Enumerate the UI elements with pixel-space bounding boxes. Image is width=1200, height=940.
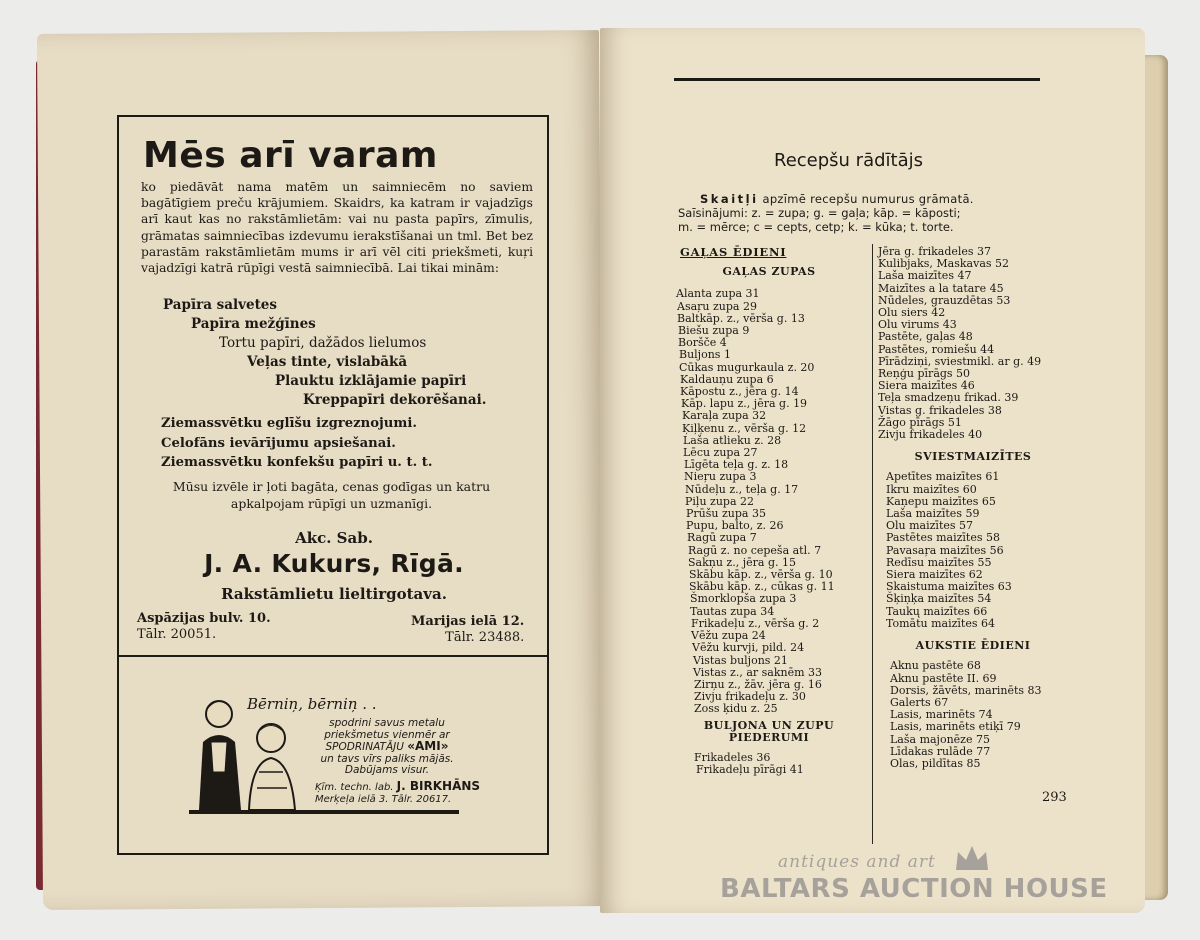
index-entry: Vēžu zupa 24: [691, 629, 766, 643]
index-entry: Laša maizītes 59: [886, 507, 980, 521]
mini-ad-ground-line: [189, 810, 459, 814]
index-entry: Reņģu pīrāgs 50: [878, 367, 971, 381]
address-left: [137, 611, 271, 643]
index-entry: Šmorklopša zupa 3: [690, 592, 797, 606]
mini-ad-company-address: Merķeļa ielā 3. Tālr. 20617.: [315, 794, 452, 805]
index-entry: Redīsu maizītes 55: [886, 555, 992, 569]
index-entry: Ķiļķenu z., vērša g. 12: [682, 421, 807, 435]
index-entry: Pastētes maizītes 58: [886, 531, 1001, 545]
ad-item: Tortu papīri, dažādos lielumos: [219, 335, 427, 351]
index-entry: Tomātu maizītes 64: [886, 616, 995, 630]
index-entry: Skaistuma maizītes 63: [886, 580, 1012, 594]
index-entry: Kāpostu z., jēra g. 14: [680, 385, 799, 399]
index-entry: Biešu zupa 9: [678, 324, 750, 338]
index-entry: Vēžu kurvji, pild. 24: [692, 641, 805, 655]
index-entry: Asaŗu zupa 29: [677, 299, 757, 313]
ad-intro: ko piedāvāt nama matēm un saimniecēm no saviem bagātīgiem preču krājumiem. Skaidrs, ka katram ir vajadzīgs arī kaut kas no rakstāmlietām: vai nu pasta papīrs, zīmulis, grāmatas saimniecības izdevumu ierakstīšanai un tml. Bet bez parastām rakstāmlietām mums ir arī vēl citi priekšmeti, kuŗi vajadzīgi katrā rūpīgi vestā saimniecībā. Lai tikai minām:: [141, 180, 533, 276]
index-entry: Kaldauņu zupa 6: [680, 372, 774, 386]
index-entry: Līgēta teļa g. z. 18: [684, 458, 789, 472]
index-entry: Taukų maizītes 66: [886, 604, 988, 618]
index-entry: Karaļa zupa 32: [682, 409, 767, 423]
cold-dish-list: [878, 660, 1068, 770]
index-entry: Pupu, balto, z. 26: [686, 519, 784, 533]
index-entry: Laša maizītes 47: [878, 269, 972, 283]
mini-ad-company-name: J. BIRKHĀNS: [396, 779, 481, 793]
legend-text: apzīmē recepšu numurus grāmatā.: [762, 192, 974, 206]
address-street: Aspāzijas bulv. 10.: [137, 611, 271, 626]
legend-abbreviations: Saīsinājumi: z. = zupa; g. = gaļa; kāp. = kāposti;: [678, 206, 961, 220]
index-column-left: [676, 246, 862, 776]
section-heading: SVIESTMAIZĪTES: [914, 450, 1032, 464]
ad-item: Papīra salvetes: [163, 297, 277, 313]
index-column-right: [878, 246, 1068, 770]
index-entry: Pīrādziņi, sviestmikl. ar g. 49: [878, 354, 1042, 368]
index-entry: Frikadeļu pīrāgi 41: [696, 763, 804, 777]
legend-keyword: Skaitļi: [700, 192, 759, 206]
watermark-tagline: antiques and art: [778, 852, 936, 872]
index-entry: Laša majonēze 75: [890, 732, 990, 746]
index-entry: Vistas buljons 21: [693, 653, 788, 667]
mini-ad-line: spodrini savus metalu: [329, 717, 445, 729]
ad-item: Ziemassvētku eglīšu izgreznojumi.: [161, 416, 417, 431]
index-entry: Žāgo pīrāgs 51: [878, 415, 962, 429]
index-entry: Frikadeles 36: [694, 750, 771, 764]
index-entry: Ikru maizītes 60: [886, 482, 977, 496]
index-entry: Zivju frikadeles 40: [878, 428, 983, 442]
column-divider: [872, 244, 873, 844]
ad-company-name: J. A. Kukurs, Rīgā.: [204, 549, 464, 578]
index-entry: Aknu pastēte 68: [890, 659, 981, 673]
index-entry: Nieŗu zupa 3: [684, 470, 757, 484]
index-entry: Olu maizītes 57: [886, 519, 974, 533]
index-entry: Buljons 1: [679, 348, 731, 362]
index-entry: Aknu pastēte II. 69: [890, 671, 997, 685]
advertisement: [117, 115, 549, 855]
index-entry: Zoss ķidu z. 25: [694, 702, 778, 716]
ad-item: Celofāns ievārījumu apsiešanai.: [161, 435, 396, 451]
ad-divider: [119, 655, 547, 657]
index-title: Recepšu rādītājs: [774, 150, 924, 171]
index-entry: Zivju frikadeļu z. 30: [694, 690, 806, 704]
index-entry: Lasis, marinēts 74: [890, 708, 993, 722]
index-entry: Teļa smadzeņu frikad. 39: [878, 391, 1019, 405]
index-entry: Lasis, marinēts etiķī 79: [890, 720, 1021, 734]
index-entry: Ragū z. no cepeša atl. 7: [688, 543, 822, 557]
ad-title: Mēs arī varam: [143, 135, 438, 176]
ad-item: Kreppapīri dekorēšanai.: [303, 392, 487, 408]
index-entry: Galerts 67: [890, 695, 949, 709]
top-rule: [674, 78, 1040, 81]
mini-ad-company-prefix: Ķīm. techn. lab.: [315, 782, 394, 793]
section-heading: PIEDERUMI: [728, 730, 810, 744]
mini-ad-company: [315, 780, 480, 806]
meat-dish-list: [878, 246, 1068, 441]
index-entry: Boršče 4: [678, 336, 727, 350]
index-entry: Tautas zupa 34: [690, 604, 775, 618]
address-phone: Tālr. 23488.: [445, 630, 525, 645]
index-entry: Skābu kāp. z., cūkas g. 11: [689, 580, 835, 594]
index-entry: Olas, pildītas 85: [890, 756, 981, 770]
mini-ad-text: [317, 718, 457, 777]
mini-ad-line: priekšmetus vienmēr ar: [324, 728, 450, 741]
broth-list: [676, 752, 862, 776]
address-right: [411, 614, 524, 646]
index-entry: Līdakas rulāde 77: [890, 744, 991, 758]
ad-item: Ziemassvētku konfekšu papīri u. t. t.: [161, 455, 433, 470]
index-entry: Pavasaŗa maizītes 56: [886, 543, 1004, 557]
mini-ad-line: Dabūjams visur.: [344, 764, 430, 776]
address-street: Marijas ielā 12.: [411, 614, 525, 629]
index-entry: Olu siers 42: [878, 306, 946, 320]
ad-company-subtitle: Rakstāmlietu lieltirgotava.: [221, 585, 447, 603]
index-entry: Zirņu z., žāv. jēra g. 16: [694, 677, 822, 691]
index-entry: Cūkas mugurkaula z. 20: [679, 360, 815, 374]
watermark-title: BALTARS AUCTION HOUSE: [720, 874, 1108, 904]
legend-abbreviations-cont: m. = mērce; c = cepts, cetp; k. = kūka; t. torte.: [678, 220, 954, 234]
mini-ad-brand: «AMI»: [407, 739, 449, 753]
sandwich-list: [878, 471, 1068, 630]
index-entry: Baltkāp. z., vērša g. 13: [677, 311, 805, 325]
main-section-heading: GAĻAS ĒDIENI: [680, 245, 787, 259]
ad-company-prefix: Akc. Sab.: [295, 529, 373, 547]
index-entry: Vistas z., ar saknēm 33: [693, 665, 823, 679]
section-heading: AUKSTIE ĒDIENI: [915, 639, 1031, 653]
mini-ad-brand-prefix: SPODRINATĀJU: [325, 741, 404, 753]
index-entry: Sakņu z., jēra g. 15: [688, 555, 796, 569]
index-entry: Šķiņķa maizītes 54: [886, 592, 992, 606]
index-entry: Kāp. lapu z., jēra g. 19: [681, 397, 808, 411]
polish-advertisement: [189, 692, 481, 822]
index-entry: Siera maizītes 46: [878, 379, 975, 393]
index-entry: Frikadeļu z., vērša g. 2: [691, 616, 820, 630]
index-entry: Vistas g. frikadeles 38: [878, 403, 1002, 417]
page-number: 293: [1042, 790, 1067, 805]
index-legend: [678, 192, 1050, 234]
index-entry: Pastētes, romiešu 44: [878, 342, 995, 356]
ad-item: Papīra mežģīnes: [191, 316, 316, 332]
crown-icon: [952, 844, 992, 874]
index-entry: Nūdeļu z., teļa g. 17: [685, 482, 799, 496]
index-entry: Siera maizītes 62: [886, 568, 983, 582]
index-entry: Lēcu zupa 27: [683, 446, 758, 460]
mini-ad-headline: Bērniņ, bērniņ . .: [247, 695, 377, 713]
index-entry: Laša atlieku z. 28: [683, 433, 782, 447]
index-entry: Prūšu zupa 35: [686, 507, 766, 521]
index-entry: Alanta zupa 31: [676, 287, 760, 301]
index-entry: Apetītes maizītes 61: [886, 470, 1000, 484]
ad-item: Plauktu izklājamie papīri: [275, 373, 467, 389]
index-entry: Kaņepu maizītes 65: [886, 494, 996, 508]
mini-ad-line: un tavs vīrs paliks mājās.: [320, 752, 454, 765]
section-heading: GAĻAS ZUPAS: [722, 265, 816, 279]
index-entry: Kulibjaks, Maskavas 52: [878, 257, 1010, 271]
index-entry: Dorsis, žāvēts, marinēts 83: [890, 683, 1042, 697]
ad-note: Mūsu izvēle ir ļoti bagāta, cenas godīgas un katru apkalpojam rūpīgi un uzmanīgi.: [172, 479, 491, 511]
soup-list: [676, 288, 862, 715]
index-entry: Olu virums 43: [878, 318, 957, 332]
ad-item: Veļas tinte, vislabākā: [247, 354, 408, 370]
index-entry: Piļu zupa 22: [685, 494, 754, 508]
address-phone: Tālr. 20051.: [137, 627, 217, 642]
index-entry: Pastēte, gaļas 48: [878, 330, 973, 344]
index-entry: Ragū zupa 7: [687, 531, 757, 545]
index-entry: Nūdeles, grauzdētas 53: [878, 293, 1011, 307]
index-entry: Maizītes a la tatare 45: [878, 281, 1004, 295]
ad-seasonal-list: [161, 414, 432, 473]
index-entry: Skābu kāp. z., vērša g. 10: [689, 568, 833, 582]
index-entry: Jēra g. frikadeles 37: [878, 245, 992, 258]
section-heading: BULJONA UN ZUPU: [703, 718, 835, 732]
